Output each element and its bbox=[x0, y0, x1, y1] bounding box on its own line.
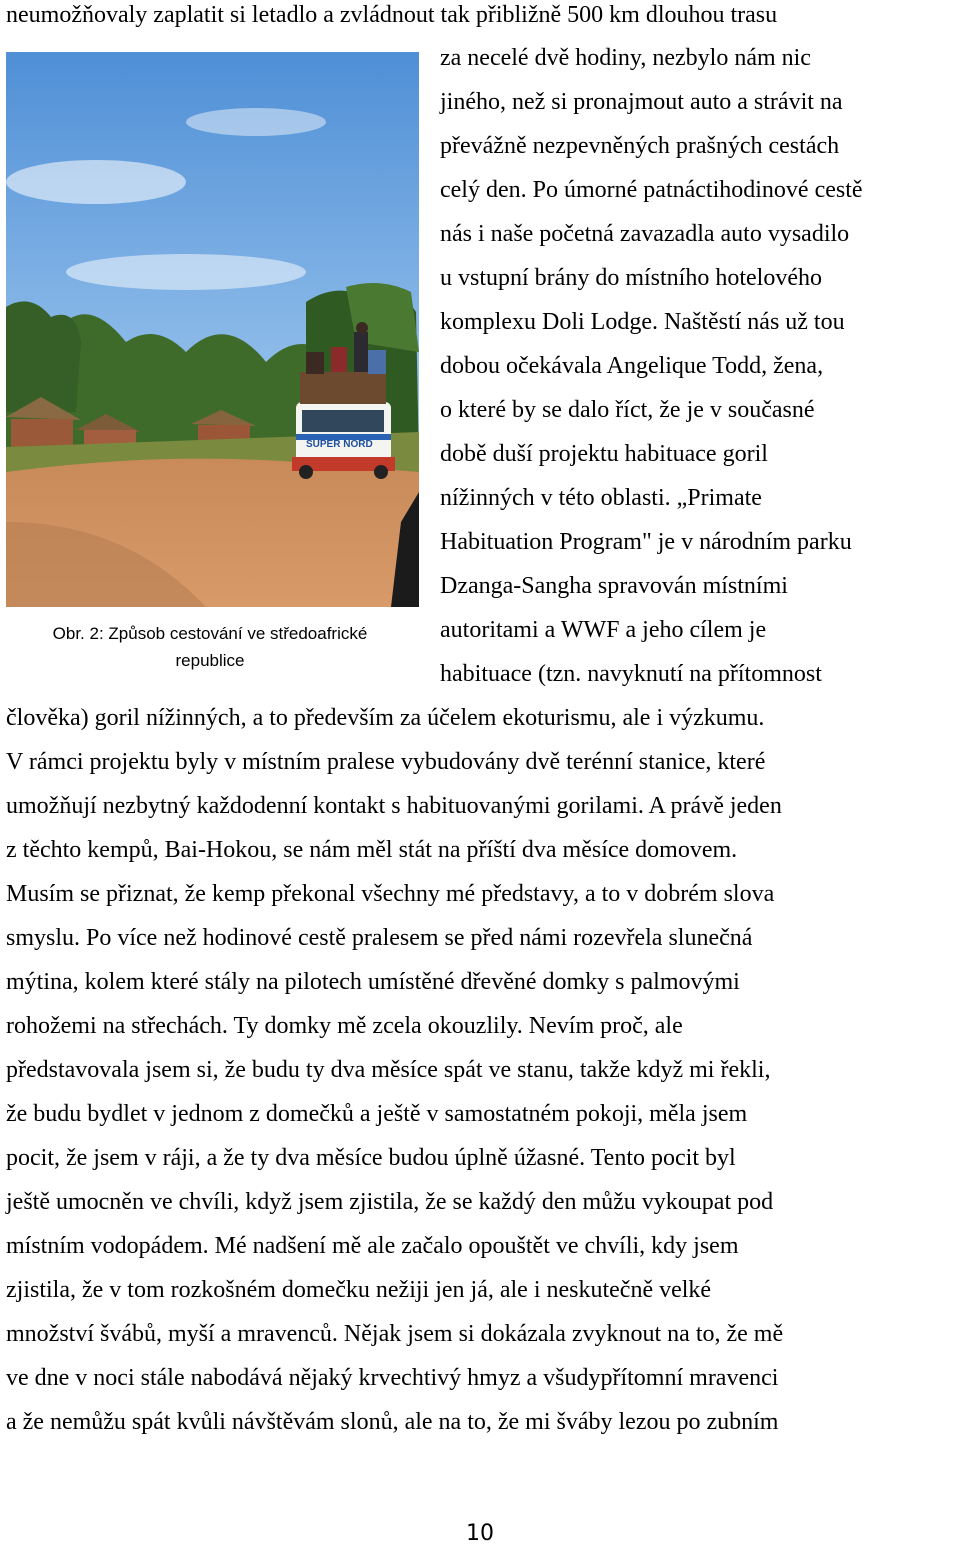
body-text-line: a že nemůžu spát kvůli návštěvám slonů, ale na to, že mi šváby lezou po zubním bbox=[6, 1409, 779, 1435]
figure-photo bbox=[6, 52, 419, 607]
wrap-text-line: převážně nezpevněných prašných cestách bbox=[440, 133, 840, 159]
van-sign-text: SUPER NORD bbox=[306, 439, 373, 450]
wrap-text-line: dobou očekávala Angelique Todd, žena, bbox=[440, 353, 824, 379]
page-number: 10 bbox=[466, 1521, 494, 1546]
wrap-text-line: habituace (tzn. navyknutí na přítomnost bbox=[440, 661, 822, 687]
figure-caption bbox=[0, 620, 420, 674]
body-text-line: rohožemi na střechách. Ty domky mě zcela okouzlily. Nevím proč, ale bbox=[6, 1013, 683, 1039]
body-text-line: z těchto kempů, Bai-Hokou, se nám měl stát na příští dva měsíce domovem. bbox=[6, 837, 738, 863]
wrap-text-line: o které by se dalo říct, že je v současné bbox=[440, 397, 815, 423]
body-text-line: místním vodopádem. Mé nadšení mě ale začalo opouštět ve chvíli, kdy jsem bbox=[6, 1233, 739, 1259]
body-text-line: člověka) goril nížinných, a to především za účelem ekoturismu, ale i výzkumu. bbox=[6, 705, 765, 731]
wrap-text-line: nížinných v této oblasti. „Primate bbox=[440, 485, 762, 511]
body-text-line: pocit, že jsem v ráji, a že ty dva měsíce budou úplně úžasné. Tento pocit byl bbox=[6, 1145, 736, 1171]
wrap-text-line: Habituation Program" je v národním parku bbox=[440, 529, 852, 555]
body-text-line: umožňují nezbytný každodenní kontakt s habituovanými gorilami. A právě jeden bbox=[6, 793, 782, 819]
wrap-text-line: autoritami a WWF a jeho cílem je bbox=[440, 617, 767, 643]
wrap-text-line: komplexu Doli Lodge. Naštěstí nás už tou bbox=[440, 309, 845, 335]
body-text-line: mýtina, kolem které stály na pilotech umístěné dřevěné domky s palmovými bbox=[6, 969, 740, 995]
text-line-top: neumožňovaly zaplatit si letadlo a zvládnout tak přibližně 500 km dlouhou trasu bbox=[6, 2, 778, 28]
body-text-line: ve dne v noci stále nabodává nějaký krvechtivý hmyz a všudypřítomní mravenci bbox=[6, 1365, 779, 1391]
wrap-text-line: celý den. Po úmorné patnáctihodinové cestě bbox=[440, 177, 863, 203]
body-text-line: Musím se přiznat, že kemp překonal všechny mé představy, a to v dobrém slova bbox=[6, 881, 775, 907]
wrap-text-line: nás i naše početná zavazadla auto vysadilo bbox=[440, 221, 850, 247]
body-text-line: že budu bydlet v jednom z domečků a ještě v samostatném pokoji, měla jsem bbox=[6, 1101, 748, 1127]
wrap-text-line: době duší projektu habituace goril bbox=[440, 441, 768, 467]
body-text-line: ještě umocněn ve chvíli, když jsem zjistila, že se každý den můžu vykoupat pod bbox=[6, 1189, 774, 1215]
photo-road-van-illustration bbox=[6, 52, 419, 607]
caption-line-1: Obr. 2: Způsob cestování ve středoafrické bbox=[52, 624, 368, 643]
body-text-line: představovala jsem si, že budu ty dva měsíce spát ve stanu, takže když mi řekli, bbox=[6, 1057, 771, 1083]
wrap-text-line: jiného, než si pronajmout auto a strávit na bbox=[440, 89, 843, 115]
body-text-line: množství švábů, myší a mravenců. Nějak jsem si dokázala zvyknout na to, že mě bbox=[6, 1321, 784, 1347]
wrap-text-line: za necelé dvě hodiny, nezbylo nám nic bbox=[440, 45, 811, 71]
wrap-text-line: Dzanga-Sangha spravován místními bbox=[440, 573, 788, 599]
body-text-line: smyslu. Po více než hodinové cestě pralesem se před námi rozevřela slunečná bbox=[6, 925, 753, 951]
caption-line-2: republice bbox=[175, 651, 245, 670]
wrap-text-line: u vstupní brány do místního hotelového bbox=[440, 265, 822, 291]
body-text-line: V rámci projektu byly v místním pralese vybudovány dvě terénní stanice, které bbox=[6, 749, 766, 775]
body-text-line: zjistila, že v tom rozkošném domečku nežiji jen já, ale i neskutečně velké bbox=[6, 1277, 712, 1303]
